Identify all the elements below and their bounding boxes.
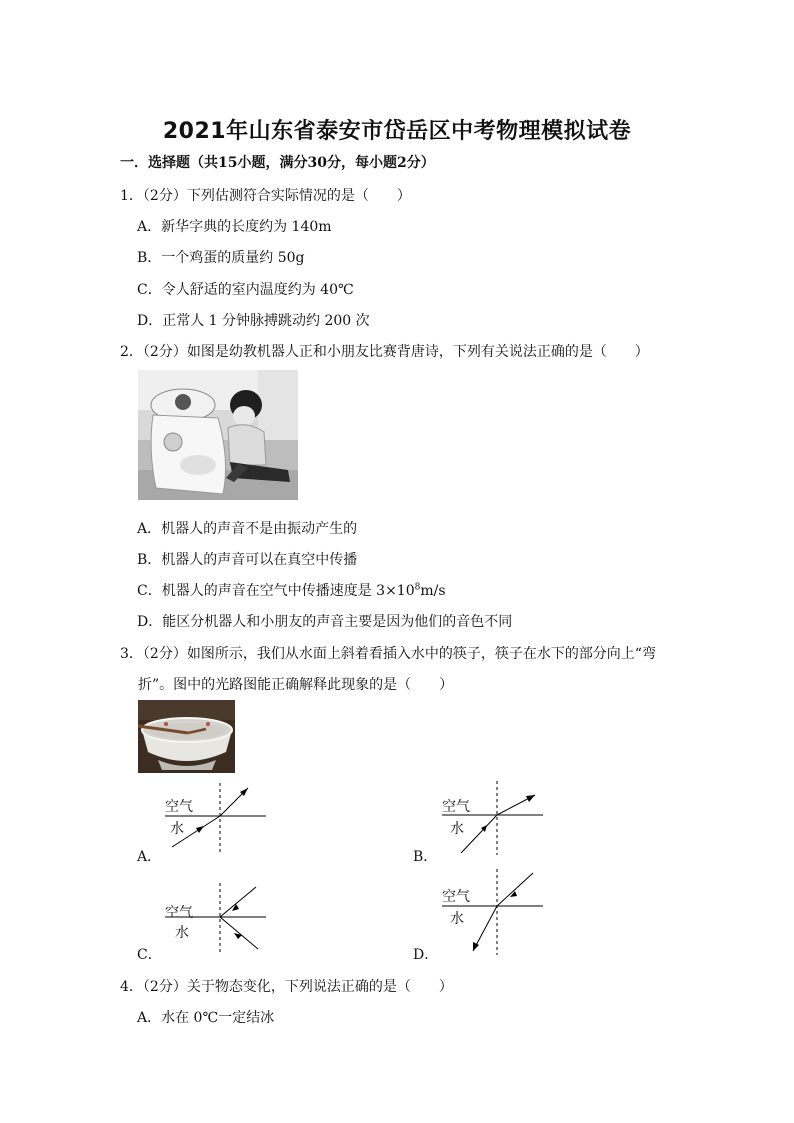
diagram-c-option-label: C．	[137, 947, 162, 963]
diagram-d-air-label: 空气	[442, 889, 470, 905]
diagram-b-water-label: 水	[450, 821, 464, 837]
question-1-option-c: C．令人舒适的室内温度约为 40℃	[137, 282, 354, 298]
diagram-a-air-label: 空气	[165, 799, 193, 815]
chopstick-bowl-photo	[138, 700, 235, 773]
question-2-option-c	[137, 580, 446, 600]
robot-child-photo	[138, 370, 298, 500]
question-2-option-b: B．机器人的声音可以在真空中传播	[137, 552, 358, 568]
diagram-b-option-label: B．	[413, 849, 438, 865]
section-heading: 一．选择题（共15小题，满分30分，每小题2分）	[120, 155, 435, 171]
question-1-option-a: A．新华字典的长度约为 140m	[137, 219, 332, 235]
diagram-a-option-label: A．	[137, 849, 162, 865]
question-2-option-a: A．机器人的声音不是由振动产生的	[137, 521, 358, 537]
diagram-d-water-label: 水	[450, 911, 464, 927]
question-4-option-a: A．水在 0℃一定结冰	[137, 1010, 275, 1026]
question-1-option-b: B．一个鸡蛋的质量约 50g	[137, 250, 305, 266]
diagram-d-option-label: D．	[413, 947, 439, 963]
diagram-c-air-label: 空气	[165, 905, 193, 921]
question-1-option-d: D．正常人 1 分钟脉搏跳动约 200 次	[137, 313, 370, 329]
option-c-exponent: 8	[414, 582, 421, 593]
diagram-a-water-label: 水	[170, 821, 184, 837]
question-3-stem-line-2: 折”。图中的光路图能正确解释此现象的是（ ）	[138, 677, 454, 693]
question-3-stem-line-1: 3．（2分）如图所示，我们从水面上斜着看插入水中的筷子，筷子在水下的部分向上“弯	[120, 646, 656, 662]
question-2-stem: 2．（2分）如图是幼教机器人正和小朋友比赛背唐诗，下列有关说法正确的是（ ）	[120, 344, 649, 360]
question-4-stem: 4．（2分）关于物态变化，下列说法正确的是（ ）	[120, 979, 453, 995]
option-c-unit: m/s	[420, 583, 446, 599]
question-2-option-d: D．能区分机器人和小朋友的声音主要是因为他们的音色不同	[137, 614, 513, 630]
option-c-text: C．机器人的声音在空气中传播速度是 3×10	[137, 583, 415, 599]
page-title: 2021年山东省泰安市岱岳区中考物理模拟试卷	[162, 119, 632, 144]
diagram-c-water-label: 水	[175, 925, 189, 941]
diagram-b-air-label: 空气	[442, 799, 470, 815]
question-1-stem: 1．（2分）下列估测符合实际情况的是（ ）	[120, 188, 411, 204]
